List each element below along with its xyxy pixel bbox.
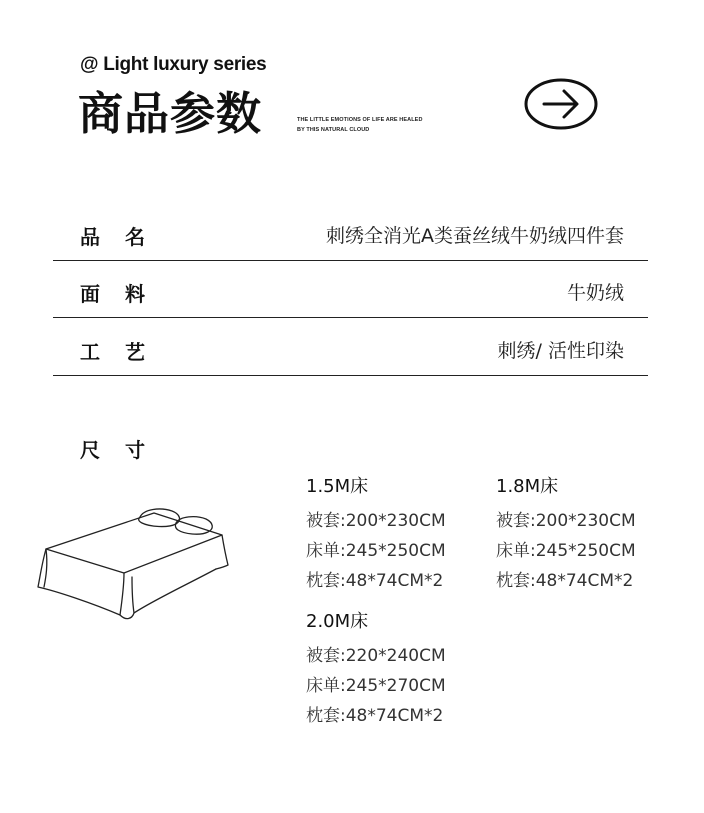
size-spec-sheet: 床单:245*250CM	[306, 541, 446, 561]
param-value: 刺绣全消光A类蚕丝绒牛奶绒四件套	[326, 225, 624, 247]
size-spec-pillowcase: 枕套:48*74CM*2	[306, 706, 444, 726]
series-label: @ Light luxury series	[80, 54, 267, 75]
tagline-line-1: THE LITTLE EMOTIONS OF LIFE ARE HEALED	[297, 117, 423, 123]
size-block-title: 1.5M床	[306, 476, 369, 497]
size-spec-sheet: 床单:245*250CM	[496, 541, 636, 561]
param-label: 面料	[80, 282, 170, 306]
size-block-title: 2.0M床	[306, 611, 369, 632]
param-row-craft	[53, 318, 648, 376]
size-spec-sheet: 床单:245*270CM	[306, 676, 446, 696]
param-row-fabric	[53, 260, 648, 318]
size-block-2-0m	[306, 611, 486, 731]
size-spec-duvet: 被套:220*240CM	[306, 646, 446, 666]
size-spec-duvet: 被套:200*230CM	[496, 511, 636, 531]
page-title: 商品参数	[78, 87, 263, 140]
size-block-1-8m	[496, 476, 676, 596]
size-block-1-5m	[306, 476, 486, 596]
size-spec-duvet: 被套:200*230CM	[306, 511, 446, 531]
param-value: 刺绣/ 活性印染	[497, 340, 624, 362]
size-heading: 尺寸	[80, 438, 170, 462]
size-block-title: 1.8M床	[496, 476, 559, 497]
size-spec-pillowcase: 枕套:48*74CM*2	[306, 571, 444, 591]
bed-icon	[36, 503, 236, 625]
size-spec-pillowcase: 枕套:48*74CM*2	[496, 571, 634, 591]
param-label: 品名	[80, 225, 170, 249]
param-row-name	[53, 203, 648, 261]
param-value: 牛奶绒	[566, 282, 624, 304]
tagline	[297, 115, 423, 135]
param-label: 工艺	[80, 340, 170, 364]
tagline-line-2: BY THIS NATURAL CLOUD	[297, 127, 370, 133]
next-arrow-button[interactable]	[524, 78, 598, 130]
arrow-right-icon	[524, 78, 598, 130]
